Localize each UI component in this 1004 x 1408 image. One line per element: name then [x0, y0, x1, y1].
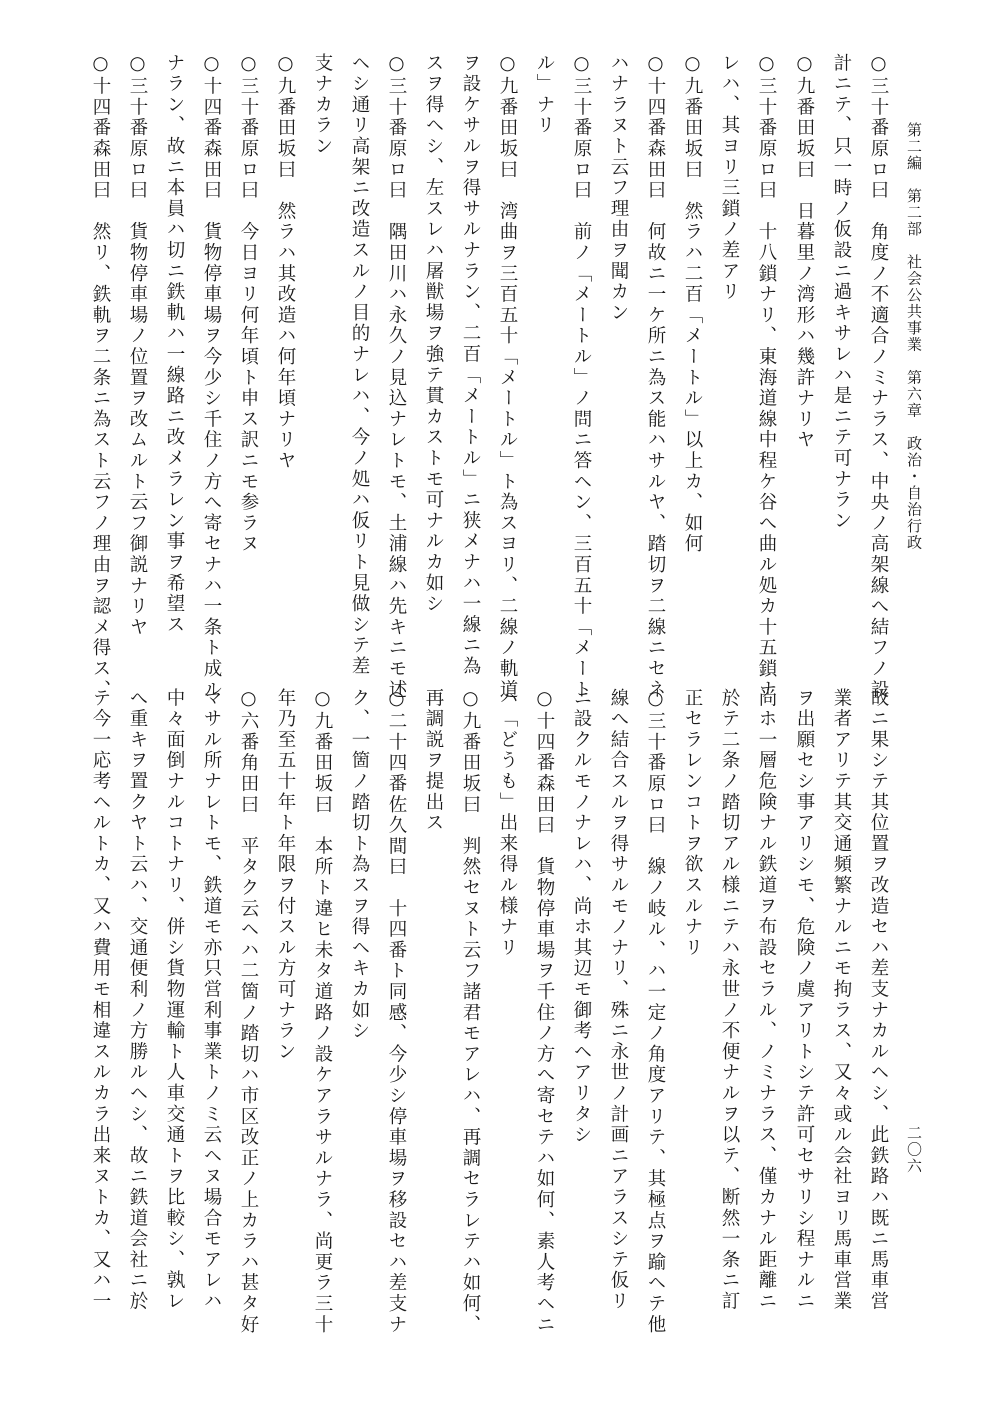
text-column: テ今一応考ヘルトカ、又ハ費用モ相違スルカラ出来ヌトカ、又ハ一 — [90, 688, 111, 1312]
text-column: 業者アリテ其交通頻繁ナルニモ拘ラス、又々或ル会社ヨリ馬車営業 — [831, 688, 852, 1312]
text-column: へ重キヲ置クヤト云ハ、交通便利ノ方勝ルヘシ、故ニ鉄道会社ニ於 — [127, 688, 148, 1312]
text-column: 故ニ果シテ其位置ヲ改造セハ差支ナカルヘシ、此鉄路ハ既ニ馬車営 — [868, 688, 889, 1312]
text-column: ○三十番原ロ曰 貨物停車場ノ位置ヲ改ムルト云フ御説ナリヤ — [127, 53, 148, 638]
text-column: ナラン、故ニ本員ハ切ニ鉄軌ハ一線路ニ改メラレン事ヲ希望ス — [164, 53, 185, 636]
text-column: 年乃至五十年ト年限ヲ付スル方可ナラン — [275, 688, 296, 1063]
text-column: 再調説ヲ提出ス — [423, 688, 444, 834]
text-column: 尚ホ一層危険ナル鉄道ヲ布設セラル、ノミナラス、僅カナル距離ニ — [756, 688, 777, 1312]
page-number: 二〇六 — [905, 1125, 923, 1175]
text-column: 中々面倒ナルコトナリ、併シ貨物運輸ト人車交通トヲ比較シ、孰レ — [164, 688, 185, 1312]
text-column: マサル所ナレトモ、鉄道モ亦只営利事業トノミ云ヘヌ場合モアレハ — [201, 688, 222, 1312]
text-column: 於テ二条ノ踏切アル様ニテハ永世ノ不便ナルヲ以テ、断然一条ニ訂 — [719, 688, 740, 1312]
text-column: ハナラヌト云フ理由ヲ聞カン — [608, 53, 629, 324]
text-column: 線へ結合スルヲ得サルモノナリ、殊ニ永世ノ計画ニアラスシテ仮リ — [608, 688, 629, 1312]
text-column: ○十四番森田曰 貨物停車場ヲ千住ノ方へ寄セテハ如何、素人考ヘニ — [534, 688, 555, 1336]
text-column: ○三十番原ロ曰 今日ヨリ何年頃ト申ス訳ニモ参ラヌ — [238, 53, 259, 555]
text-column: 計ニテ、只一時ノ仮設ニ過キサレハ是ニテ可ナラン — [831, 53, 852, 532]
text-column: ○九番田坂曰 日暮里ノ湾形ハ幾許ナリヤ — [794, 53, 815, 451]
text-column: ○十四番森田曰 然リ、鉄軌ヲ二条ニ為スト云フノ理由ヲ認メ得ス、 — [90, 53, 111, 701]
text-column: スヲ得ヘシ、左スレハ屠獣場ヲ強テ貫カストモ可ナルカ如シ — [423, 53, 444, 615]
text-column: ヲ出願セシ事アリシモ、危険ノ虞アリトシテ許可セサリシ程ナルニ — [794, 688, 815, 1312]
text-column: ○十四番森田曰 何故ニ一ケ所ニ為ス能ハサルヤ、踏切ヲ二線ニセネ — [645, 53, 666, 701]
text-column: ○九番田坂曰 本所ト違ヒ未タ道路ノ設ケアラサルナラ、尚更ラ三十 — [312, 688, 333, 1336]
text-column: ○九番田坂曰 然ラハ其改造ハ何年頃ナリヤ — [275, 53, 296, 472]
running-title: 第二編 第二部 社会公共事業 第六章 政治・自治行政 — [905, 122, 923, 551]
text-column: ○三十番原ロ曰 線ノ岐ル、ハ一定ノ角度アリテ、其極点ヲ踰ヘテ他 — [645, 688, 666, 1336]
text-column: ○三十番原ロ曰 角度ノ不適合ノミナラス、中央ノ高架線へ結フノ設 — [868, 53, 889, 701]
text-column: ○三十番原ロ曰 前ノ「メートル」ノ問ニ答ヘン、三百五十「メート — [571, 53, 592, 701]
text-column: ○九番田坂曰 湾曲ヲ三百五十「メートル」ト為スヨリ、二線ノ軌道 — [497, 53, 518, 701]
text-column: ヘシ通リ高架ニ改造スルノ目的ナレハ、今ノ処ハ仮リト見做シテ差 — [349, 53, 370, 677]
text-column: ○九番田坂曰 判然セヌト云フ諸君モアレハ、再調セラレテハ如何、 — [460, 688, 481, 1336]
text-column: ○二十四番佐久間曰 十四番ト同感、今少シ停車場ヲ移設セハ差支ナ — [386, 688, 407, 1336]
text-column: ○九番田坂曰 然ラハ二百「メートル」以上カ、如何 — [682, 53, 703, 555]
text-column: ○十四番森田曰 貨物停車場ヲ今少シ千住ノ方へ寄セナハ一条ト成ル — [201, 53, 222, 701]
text-column: ク、一箇ノ踏切ト為スヲ得ヘキカ如シ — [349, 688, 370, 1042]
text-column: ○六番角田曰 平タク云ヘハ二箇ノ踏切ハ市区改正ノ上カラハ甚タ好 — [238, 688, 259, 1336]
text-column: ル」ナリ — [534, 53, 555, 137]
text-column: ハ「どうも」出来得ル様ナリ — [497, 688, 518, 959]
text-column: レハ、其ヨリ三鎖ノ差アリ — [719, 53, 740, 303]
text-column: ヲ設ケサルヲ得サルナラン、二百「メートル」ニ狭メナハ一線ニ為 — [460, 53, 481, 677]
text-column: 支ナカラン — [312, 53, 333, 157]
text-column: ○三十番原ロ曰 隅田川ハ永久ノ見込ナレトモ、土浦線ハ先キニモ述 — [386, 53, 407, 701]
text-column: ニ設クルモノナレハ、尚ホ其辺モ御考ヘアリタシ — [571, 688, 592, 1146]
text-column: 正セラレンコトヲ欲スルナリ — [682, 688, 703, 959]
text-column: ○三十番原ロ曰 十八鎖ナリ、東海道線中程ケ谷へ曲ル処カ十五鎖ナ — [756, 53, 777, 701]
